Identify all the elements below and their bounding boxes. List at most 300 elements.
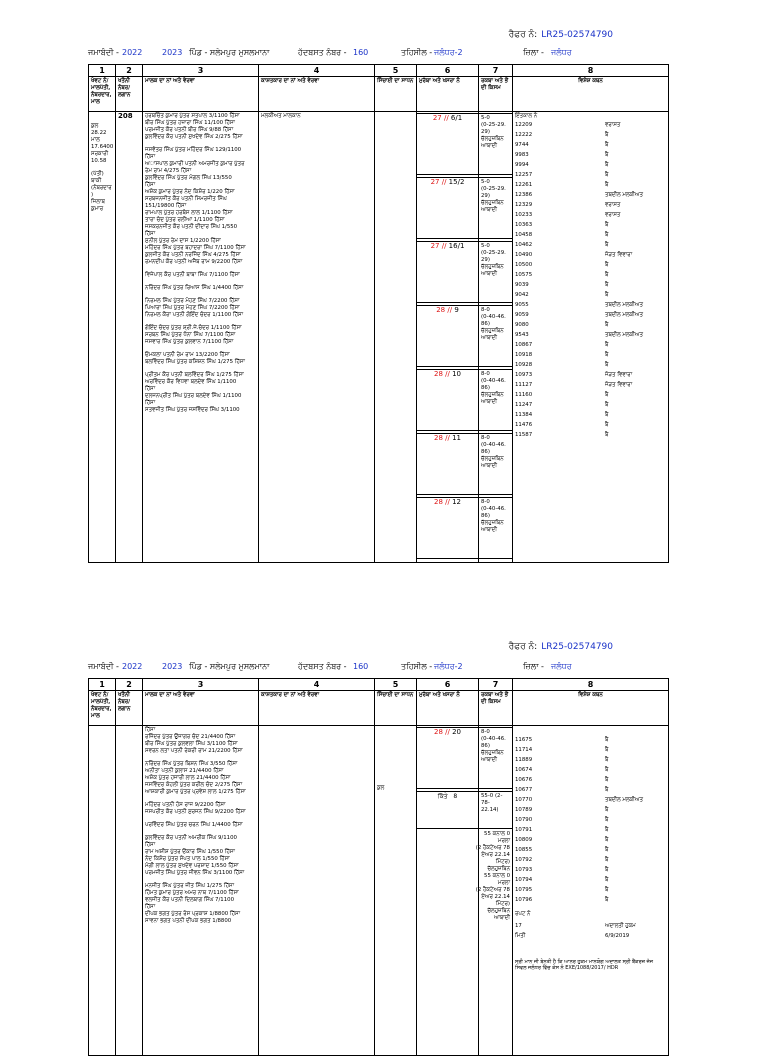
col-header-khatoni: ਖਤੌਨੀ ਨੰਬਰ/ ਲਗਾਨ <box>116 77 143 112</box>
mutation-row <box>515 330 666 340</box>
col-header-cultivator: ਕਾਸ਼ਤਕਾਰ ਦਾ ਨਾਂ ਅਤੇ ਵੇਰਵਾ <box>259 77 375 112</box>
mutation-number: 12257 <box>515 171 533 178</box>
col-header-khasra: ਮੁਰੱਬਾ ਅਤੇ ਖਸਰਾ ਨੰ <box>417 77 479 112</box>
owner-line: ਮਹਿੰਦਰ ਸਿੰਘ ਪੁੱਤਰ ਬਹਾਦਰਾ ਸਿੰਘ 7/1100 ਹਿੱਸਾ <box>145 245 246 251</box>
mutation-type: ਬੈ <box>605 271 609 278</box>
mutation-type: ਜੋੜਤ ਵਿਵਾਰਾ <box>605 371 633 378</box>
mutation-list <box>515 120 666 440</box>
mutation-type: ਬੈ <box>605 756 609 763</box>
reference-number <box>509 642 613 652</box>
plot-area: 5-0 (0-25-29. 29) ਚੱਲਹੁਜ਼ਬਿਨ ਆਬਾਦੀ <box>478 113 513 175</box>
mutation-row <box>515 865 666 875</box>
mutation-row <box>515 290 666 300</box>
mutation-row <box>515 170 666 180</box>
owner-line: ਵਲਜੀਤ ਕੌਰ ਪਤਨੀ ਦਿਲਬਾਗ ਸਿੰਘ 7/1100 <box>145 897 235 903</box>
mutation-type: ਬੈ <box>605 401 609 408</box>
mutation-type: ਬੈ <box>605 241 609 248</box>
mutation-type: ਬੈ <box>605 151 609 158</box>
mutation-type: ਬੈ <box>605 856 609 863</box>
reference-value: LR25-02574790 <box>541 642 613 652</box>
jamabandi-label: ਜਮਾਬੰਦੀ - <box>88 662 119 671</box>
khewat-cell <box>89 112 116 563</box>
mutation-number: 12222 <box>515 131 533 138</box>
mutation-type: ਵਰਾਸਤ <box>605 211 621 218</box>
mutation-type: ਬੈ <box>605 391 609 398</box>
mutation-type: ਬੈ <box>605 866 609 873</box>
mutation-number: 10918 <box>515 351 533 358</box>
mutation-row <box>515 270 666 280</box>
cultivator-cell <box>259 726 375 1056</box>
sarkari-value: 10.58 <box>91 158 107 164</box>
owner-line: ਕੁਲਵਿੰਦਰ ਕੌਰ ਪਤਨੀ ਸੁਖਦੇਵ ਸਿੰਘ 2/275 ਹਿੱਸਾ <box>145 134 243 140</box>
col-number-2: 2 <box>116 65 143 77</box>
col-number-5: 5 <box>375 679 417 691</box>
plot-khasra: 28 // 10 <box>416 369 479 431</box>
district-value: ਜਲੰਧਰ <box>551 662 572 671</box>
mutation-row <box>515 180 666 190</box>
mutation-number: 10363 <box>515 221 533 228</box>
col-header-remarks: ਵਿਸ਼ੇਸ਼ ਕਥਨ <box>513 691 669 726</box>
area-cell <box>475 726 513 1056</box>
owner-line: ਜਸਵੰਤਰ ਸਿੰਘ ਪੁੱਤਰ ਮਹਿੰਦਰ ਸਿੰਘ 129/1100 <box>145 147 242 153</box>
khatoni-number: 208 <box>118 112 133 120</box>
mutation-row <box>515 250 666 260</box>
mutation-number: 10792 <box>515 856 533 863</box>
mutation-type: ਬੈ <box>605 846 609 853</box>
owner-line: ਜਸਵਾਰ ਸਿੰਘ ਪੁੱਤਰ ਕੁਲਵਾਨ 7/1100 ਹਿੱਸਾ <box>145 339 234 345</box>
owner-line: ਰਮਨਦੀਪ ਕੌਰ ਪਤਨੀ ਅਜੈਬ ਰਾਮ 9/2200 ਹਿੱਸਾ <box>145 259 243 265</box>
col-number-8: 8 <box>513 679 669 691</box>
year-start: 2022 <box>122 662 143 671</box>
mutation-row <box>515 210 666 220</box>
village-name: ਪਿੰਡ - ਸਲੇਮਪੁਰ ਮੁਸਲਮਾਨਾ <box>189 662 270 671</box>
mutation-row <box>515 825 666 835</box>
owner-line: ਸਵਰਨ ਲਤਾ ਪਤਨੀ ਰੇਕਰੀ ਰਾਮ 21/2200 ਹਿੱਸਾ <box>145 748 243 754</box>
mutation-type: ਬੈ <box>605 776 609 783</box>
owner-line: ਮੰਗੀ ਲਾਲ ਪੁੱਤਰ ਸੁਖਦੇਵ ਪਰਸ਼ਾਦ 1/550 ਹਿੱਸਾ <box>145 863 239 869</box>
owner-line: ਸਾਵਨਾ ਭਗਤ ਪਤਨੀ ਦੀਪਕ ਭਗਤ 1/8800 <box>145 918 232 924</box>
owner-line: ਸਰਬਜਨਜੀਤ ਕੌਰ ਪਤਨੀ ਸਿਮਰਜੀਤ ਸਿੰਘ <box>145 196 227 202</box>
mutation-number: 12329 <box>515 201 533 208</box>
plot-area: 8-0 (0-40-46. 86) ਚੱਲਹੁਜ਼ਬਿਨ ਆਬਾਦੀ <box>478 433 513 495</box>
col-number-1: 1 <box>89 679 116 691</box>
mutation-type: ਬੈ <box>605 281 609 288</box>
owner-line: ਜਸਪਰੀਤ ਕੌਰ ਪਤਨੀ ਸੁਰਜਨ ਸਿੰਘ 9/2200 ਹਿੱਸਾ <box>145 809 246 815</box>
col-number-6: 6 <box>417 679 479 691</box>
mutation-row <box>515 835 666 845</box>
mutation-number: 10458 <box>515 231 533 238</box>
col-header-owner: ਮਾਲਕ ਦਾ ਨਾਂ ਅਤੇ ਵੇਰਵਾ <box>143 77 259 112</box>
mutation-type: ਬੈ <box>605 131 609 138</box>
owner-line: ਦਲਜਨਪ੍ਰੀਤ ਸਿੰਘ ਪੁੱਤਰ ਬਲਦੇਵ ਸਿੰਘ 1/1100 <box>145 393 242 399</box>
col-number-3: 3 <box>143 65 259 77</box>
col-number-1: 1 <box>89 65 116 77</box>
record-page-2 <box>0 612 768 1024</box>
mutation-row <box>515 220 666 230</box>
plot-khasra: 28 // 20 <box>416 727 479 789</box>
owner-line: ਤਾਰਾ ਚੰਦ ਪੁੱਤਰ ਰਲੀਆ 1/1100 ਹਿੱਸਾ <box>145 217 225 223</box>
plot-area: 8-0 (0-40-46. 86) ਚੱਲਹੁਜ਼ਬਿਨ ਆਬਾਦੀ <box>478 369 513 431</box>
owner-line: ਹਿੱਸਾ <box>145 154 156 160</box>
date-label: ਮਿਤੀ <box>515 932 526 939</box>
mutation-number: 10855 <box>515 846 533 853</box>
owner-line: ਸੁਨੀਲ ਪੁੱਤਰ ਰੇਮ ਦਾਸ 1/2200 ਹਿੱਸਾ <box>145 238 221 244</box>
khewat-cell <box>89 726 116 1056</box>
date-value: 6/9/2019 <box>605 932 630 939</box>
mutation-number: 9994 <box>515 161 529 168</box>
owner-line: ਹਿੱਸਾ <box>145 727 156 733</box>
owner-line: ਰੇਮ ਰਾਮ 4/275 ਹਿੱਸਾ <box>145 168 192 174</box>
area-cell <box>479 112 513 563</box>
mutation-number: 10500 <box>515 261 533 268</box>
col-number-7: 7 <box>479 679 513 691</box>
owner-line: ਪਰਵਿੰਦਰ ਸਿੰਘ ਪੁੱਤਰ ਚਰਨ ਸਿੰਘ 1/4400 ਹਿੱਸਾ <box>145 822 243 828</box>
col-header-khasra: ਮੁਰੱਬਾ ਅਤੇ ਖਸਰਾ ਨੰ <box>417 691 479 726</box>
mutation-number: 10674 <box>515 766 533 773</box>
mutation-number: 9039 <box>515 281 529 288</box>
col-header-khewat: ਖੇਵਟ ਨੰ/ ਮਾਲਪੱਤੀ, ਨੰਬਰਦਾਰ, ਮਾਲ <box>89 691 116 726</box>
mutation-number: 9543 <box>515 331 529 338</box>
mutation-number: 10790 <box>515 816 533 823</box>
mutation-number: 11247 <box>515 401 533 408</box>
mutation-row <box>515 795 666 805</box>
mutation-row <box>515 785 666 795</box>
mutation-number: 9080 <box>515 321 529 328</box>
mutation-number: 10796 <box>515 896 533 903</box>
mutation-row <box>515 360 666 370</box>
mutation-type: ਬੈ <box>605 886 609 893</box>
cultivator-cell <box>259 112 375 563</box>
owner-line: ਕੁਲਵਿੰਦਰ ਸਿੰਘ ਪੁੱਤਰ ਮੰਗਲ ਸਿੰਘ 13/550 <box>145 175 232 181</box>
mutation-row <box>515 310 666 320</box>
mutation-row <box>515 130 666 140</box>
mutation-row <box>515 735 666 745</box>
mutation-number: 10973 <box>515 371 533 378</box>
mutation-row <box>515 745 666 755</box>
village-name: ਪਿੰਡ - ਸਲੇਮਪੁਰ ਮੁਸਲਮਾਨਾ <box>189 48 270 57</box>
khasra-cell <box>417 112 479 563</box>
owner-line: ਬਲਵਿੰਦਰ ਸਿੰਘ ਪੁੱਤਰ ਕਸ਼ਿਸ਼ਨ ਸਿੰਘ 1/275 ਹਿੱਸਾ <box>145 359 245 365</box>
owner-line: ਓਮਕਲਾ ਪਤਨੀ ਰੇਮ ਰਾਮ 13/2200 ਹਿੱਸਾ <box>145 352 230 358</box>
mutation-number: 10928 <box>515 361 533 368</box>
plot-khasra: ਕਿੱਤੇ 8 <box>416 791 479 829</box>
owner-line: ਅਾਸਪਾਲ ਕੁਮਾਰੀ ਪਤਨੀ ਅਮਰਜੀਤ ਕੁਮਾਰ ਪੁੱਤਰ <box>145 161 245 167</box>
mal-value: 17.6400 <box>91 144 114 150</box>
mutation-number: 10770 <box>515 796 533 803</box>
year-end: 2023 <box>162 48 183 57</box>
owner-line: ਅਨੀਤਾ ਪਤਨੀ ਕੁਲਾਸ 21/4400 ਹਿੱਸਾ <box>145 768 224 774</box>
mutation-type: ਬੈ <box>605 181 609 188</box>
mutation-type: ਬੈ <box>605 321 609 328</box>
col-number-6: 6 <box>417 65 479 77</box>
mutation-heading: ਇੰਤਕਾਲ ਨੰ <box>515 113 538 119</box>
mutation-type: ਬੈ <box>605 171 609 178</box>
mutation-type: ਤਬਦੀਲ ਮਲਕੀਅਤ <box>605 191 643 198</box>
mutation-number: 9059 <box>515 311 529 318</box>
mutation-number: 10794 <box>515 876 533 883</box>
mutation-type: ਬੈ <box>605 806 609 813</box>
owner-line: ਰਜਿੰਦਰ ਪੁੱਤਰ ਉਜਾਗਰ ਚੰਦ 21/4400 ਹਿੱਸਾ <box>145 734 236 740</box>
owner-line: ਰਾਮਪਾਲ ਪੁੱਤਰ ਹਰਬੰਸ ਲਾਲ 1/1100 ਹਿੱਸਾ <box>145 210 233 216</box>
col-header-owner: ਮਾਲਕ ਦਾ ਨਾਂ ਅਤੇ ਵੇਰਵਾ <box>143 691 259 726</box>
mutation-number: 11476 <box>515 421 533 428</box>
total-area: ਕੁਲ 28.22 <box>91 123 107 136</box>
mutation-row <box>515 390 666 400</box>
reference-label: ਰੈਫਰ ਨੰ: <box>508 30 538 40</box>
patti-text: (ਪੱਤੀ) ਬਾਕੀ (ਨੰਬਰਦਾਰ ) <box>91 171 112 198</box>
jamabandi-label: ਜਮਾਬੰਦੀ - <box>88 48 119 57</box>
mutation-row <box>515 430 666 440</box>
hadbast-number: 160 <box>353 662 369 671</box>
owner-line: ਰਾਮ ਅਸ਼ੀਸ਼ ਪੁੱਤਰ ਓਂਕਾਰ ਸਿੰਘ 1/550 ਹਿੱਸਾ <box>145 849 235 855</box>
mutation-row <box>515 895 666 905</box>
mutation-number: 11384 <box>515 411 533 418</box>
mutation-row <box>515 420 666 430</box>
reference-number <box>509 30 613 40</box>
mutation-row <box>515 400 666 410</box>
owner-line: ਸਰਬਨ ਸਿੰਘ ਪੁੱਤਰ ਧੰਨਾ ਸਿੰਘ 7/1100 ਹਿੱਸਾ <box>145 332 236 338</box>
report-number: 17 <box>515 922 522 929</box>
reference-label: ਰੈਫਰ ਨੰ: <box>508 642 538 652</box>
district-value: ਜਲੰਧਰ <box>551 48 572 57</box>
owner-line: ਅਸ਼ੋਕ ਪੁੱਤਰ ਹਜਾਰੀ ਲਾਲ 21/4400 ਹਿੱਸਾ <box>145 775 231 781</box>
mutation-number: 9744 <box>515 141 529 148</box>
tehsil-value: ਜਲੰਧਰ-2 <box>434 662 463 671</box>
mutation-row <box>515 885 666 895</box>
mutation-type: ਬੈ <box>605 836 609 843</box>
irrigation-cell <box>375 112 417 563</box>
mutation-row <box>515 240 666 250</box>
tehsil-label: ਤਹਿਸੀਲ - <box>401 48 433 57</box>
year-end: 2023 <box>162 662 183 671</box>
mutation-row <box>515 260 666 270</box>
owner-lines <box>145 113 256 414</box>
mutation-number: 12386 <box>515 191 533 198</box>
mutation-number: 10677 <box>515 786 533 793</box>
mutation-type: ਤਬਦੀਲ ਮਲਕੀਅਤ <box>605 796 643 803</box>
col-header-khatoni: ਖਤੌਨੀ ਨੰਬਰ/ ਲਗਾਨ <box>116 691 143 726</box>
owner-line: ਆਸ਼ਕਾਰੀ ਕੁਮਾਰ ਪੁੱਤਰ ਪ੍ਰਵੇਸ਼ ਲਾਲ 1/275 ਹਿੱਸਾ <box>145 789 246 795</box>
report-text: ਅਦਾਲਤੀ ਹੁਕਮ <box>605 922 636 929</box>
mutation-type: ਬੈ <box>605 826 609 833</box>
mutation-row <box>515 300 666 310</box>
col-number-4: 4 <box>259 679 375 691</box>
sarkari-label: ਸਰਕਾਰੀ <box>91 151 109 157</box>
owner-line: ਹਿੱਸਾ <box>145 182 156 188</box>
owner-line: ਅਸ਼ੋਕ ਕੁਮਾਰ ਪੁੱਤਰ ਨੰਦ ਕਿਸ਼ੋਰ 1/220 ਹਿੱਸਾ <box>145 189 235 195</box>
hadbast-number: 160 <box>353 48 369 57</box>
plot-khasra: 28 // 11 <box>416 433 479 495</box>
date-row <box>515 931 666 941</box>
plot-khasra: 27 // 16/1 <box>416 241 479 303</box>
col-number-7: 7 <box>479 65 513 77</box>
hadbast-label: ਹੱਦਬਸਤ ਨੰਬਰ - <box>298 662 347 671</box>
mutation-type: ਬੈ <box>605 361 609 368</box>
mutation-type: ਬੈ <box>605 786 609 793</box>
col-header-irrigation: ਸਿੰਚਾਈ ਦਾ ਸਾਧਨ <box>375 691 417 726</box>
total-area-summary: 55 ਕਨਾਲ 0 ਮਰਲਾ (2 ਹੈਕਟੇਅਰ 78 ਏਅਰ 22.14 ਮਿੰਟਰ) ਚੱਲਹੁਜ਼ਬਿਨ 55 ਕਨਾਲ 0 ਮਰਲਾ (2 ਹੈਕਟੇਅਰ 78 ਏਅਰ 22.14 ਮਿੰਟਰ) ਚੱਲਹੁਜ਼ਬਿਨ ਆਬਾਦੀ <box>475 831 510 921</box>
mutation-type: ਬੈ <box>605 161 609 168</box>
mutation-row <box>515 340 666 350</box>
owner-line: ਨਰਿੰਦਰ ਸਿੰਘ ਪੁੱਤਰ ਰਿਆਸ ਸਿੰਘ 1/4400 ਹਿੱਸਾ <box>145 285 244 291</box>
jamabandi-table-1 <box>88 64 669 563</box>
jamabandi-table-2 <box>88 678 669 1056</box>
mutation-number: 11714 <box>515 746 533 753</box>
hadbast-label: ਹੱਦਬਸਤ ਨੰਬਰ - <box>298 48 347 57</box>
mutation-type: ਬੈ <box>605 261 609 268</box>
owner-line: ਪਰਮਜੀਤ ਸਿੰਘ ਪੁੱਤਰ ਜੀਵਨ ਸਿੰਘ 3/1100 ਹਿੱਸਾ <box>145 870 245 876</box>
plot-area: 5-0 (0-25-29. 29) ਚੱਲਹੁਜ਼ਬਿਨ ਆਬਾਦੀ <box>478 241 513 303</box>
mutation-type: ਬੈ <box>605 351 609 358</box>
col-header-area: ਰਕਬਾ ਅਤੇ ਭੋਂ ਦੀ ਕਿਸਮ <box>479 691 513 726</box>
mutation-type: ਬੈ <box>605 341 609 348</box>
mutation-row <box>515 765 666 775</box>
mutation-type: ਤਬਦੀਲ ਮਲਕੀਅਤ <box>605 331 643 338</box>
owner-line: ਜਸਕਰਨਜੀਤ ਕੌਰ ਪਤਨੀ ਦੀਦਾਰ ਸਿੰਘ 1/550 <box>145 224 238 230</box>
mutation-number: 11127 <box>515 381 533 388</box>
mutation-row <box>515 755 666 765</box>
col-number-4: 4 <box>259 65 375 77</box>
mutation-number: 10575 <box>515 271 533 278</box>
mutation-type: ਜੋੜਤ ਵਿਵਾਰਾ <box>605 251 633 258</box>
district-label: ਜ਼ਿਲਾ - <box>523 48 544 57</box>
owner-line: ਪ੍ਰੀਤਮ ਕੌਰ ਪਤਨੀ ਬਲਵਿੰਦਰ ਸਿੰਘ 1/275 ਹਿੱਸਾ <box>145 372 244 378</box>
plot-area: 55-0 (2- 78- 22.14) <box>478 791 513 829</box>
mutation-number: 10462 <box>515 241 533 248</box>
mutation-number: 10233 <box>515 211 533 218</box>
mutation-type: ਬੈ <box>605 411 609 418</box>
owner-line: ਹਰਬਚਿੰਤ ਕੁਮਾਰ ਪੁੱਤਰ ਸਤਪਾਲ 3/1100 ਹਿੱਸਾ <box>145 113 240 119</box>
khatoni-cell <box>116 726 143 1056</box>
mutation-type: ਬੈ <box>605 421 609 428</box>
mutation-type: ਬੈ <box>605 221 609 228</box>
mutation-row <box>515 140 666 150</box>
mutation-type: ਤਬਦੀਲ ਮਲਕੀਅਤ <box>605 311 643 318</box>
irrigation-cell <box>375 726 417 1056</box>
owner-line: ਪਿਆਰਾ ਸਿੰਘ ਪੁੱਤਰ ਮੋਹਣ ਸਿੰਘ 7/2200 ਹਿੱਸਾ <box>145 305 240 311</box>
owner-line: ਨਰਿੰਦਰ ਸਿੰਘ ਪੁੱਤਰ ਬਿਸ਼ਨ ਸਿੰਘ 3/550 ਹਿੱਸਾ <box>145 761 238 767</box>
mutation-number: 12209 <box>515 121 533 128</box>
owner-line: ਹਿੱਸਾ <box>145 842 156 848</box>
mutation-number: 12261 <box>515 181 533 188</box>
mutation-row <box>515 815 666 825</box>
year-start: 2022 <box>122 48 143 57</box>
mutation-row <box>515 370 666 380</box>
owner-line: ਗੋਇੰਦ ਚੰਦਰ ਪੁੱਤਰ ਸ਼੍ਰੀ.ਜੇ.ਚੰਦਰ 1/1100 ਹਿੱਸਾ <box>145 325 242 331</box>
mutation-number: 11889 <box>515 756 533 763</box>
mutation-number: 10809 <box>515 836 533 843</box>
owner-line: ਹਿੱਸਾ <box>145 386 156 392</box>
mutation-row <box>515 200 666 210</box>
mutation-list <box>515 735 666 905</box>
mutation-number: 10795 <box>515 886 533 893</box>
col-number-3: 3 <box>143 679 259 691</box>
owner-line: ਮਹਿੰਦਰ ਪਤਨੀ ਹੰਸ ਰਾਜ 9/2200 ਹਿੱਸਾ <box>145 802 226 808</box>
mutation-number: 10789 <box>515 806 533 813</box>
mutation-type: ਵਰਾਸਤ <box>605 121 621 128</box>
owner-line: ਹਿੱਸਾ <box>145 231 156 237</box>
owner-line: ਹਿੰਮਤ ਕੁਮਾਰ ਪੁੱਤਰ ਅਮਰ ਨਾਥ 7/1100 ਹਿੱਸਾ <box>145 890 239 896</box>
mutation-type: ਬੈ <box>605 736 609 743</box>
col-number-5: 5 <box>375 65 417 77</box>
plot-khasra: 27 // 15/2 <box>416 177 479 239</box>
owner-line: 151/19800 ਹਿੱਸਾ <box>145 203 187 209</box>
mutation-row <box>515 845 666 855</box>
col-header-irrigation: ਸਿੰਚਾਈ ਦਾ ਸਾਧਨ <box>375 77 417 112</box>
mutation-number: 9983 <box>515 151 529 158</box>
owner-line: ਨਿਰਮਲ ਸਿੰਘ ਪੁੱਤਰ ਮੋਹਣ ਸਿੰਘ 7/2200 ਹਿੱਸਾ <box>145 298 240 304</box>
owner-line: ਹਿੱਸਾ <box>145 400 156 406</box>
owner-line: ਪਰਮਜੀਤ ਕੌਰ ਪਤਨੀ ਬੀਰ ਸਿੰਘ 9/88 ਹਿੱਸਾ <box>145 127 234 133</box>
owner-line: ਨੰਦ ਕਿਸ਼ੋਰ ਪੁੱਤਰ ਸੰਪਤ ਪਾਲ 1/550 ਹਿੱਸਾ <box>145 856 230 862</box>
mutation-type: ਬੈ <box>605 291 609 298</box>
owner-line: ਸਤਵਜੀਤ ਸਿੰਘ ਪੁੱਤਰ ਜਸਵਿੰਦਰ ਸਿੰਘ 3/1100 <box>145 407 240 413</box>
owners-cell <box>143 726 259 1056</box>
owner-line: ਨਿਰਮਲ ਕੌਰਾ ਪਤਨੀ ਗੋਇੰਦ ਚੰਦਰ 1/1100 ਹਿੱਸਾ <box>145 312 244 318</box>
mutation-number: 9055 <box>515 301 529 308</box>
mutation-number: 10676 <box>515 776 533 783</box>
mutation-row <box>515 280 666 290</box>
mutation-type: ਵਰਾਸਤ <box>605 201 621 208</box>
mutation-number: 10490 <box>515 251 533 258</box>
mutation-row <box>515 805 666 815</box>
owner-line: ਕੁਲਵਿੰਦਰ ਕੌਰ ਪਤਨੀ ਅਮਰੀਕ ਸਿੰਘ 9/1100 <box>145 835 237 841</box>
khatoni-cell <box>116 112 143 563</box>
mutation-row <box>515 160 666 170</box>
mutation-row <box>515 320 666 330</box>
mutation-type: ਬੈ <box>605 896 609 903</box>
mutation-type: ਤਬਦੀਲ ਮਲਕੀਅਤ <box>605 301 643 308</box>
district-label: ਜ਼ਿਲਾ - <box>523 662 544 671</box>
remarks-cell <box>513 726 669 1056</box>
numberdar-name: ਜਿਲਾਬ ਕੁਮਾਰ <box>91 199 105 212</box>
plot-area: 8-0 (0-40-46. 86) ਚੱਲਹੁਜ਼ਬਿਨ ਆਬਾਦੀ <box>478 727 513 789</box>
col-number-2: 2 <box>116 679 143 691</box>
mutation-row <box>515 775 666 785</box>
remarks-cell <box>513 112 669 563</box>
mutation-number: 11675 <box>515 736 533 743</box>
mutation-type: ਬੈ <box>605 141 609 148</box>
mutation-number: 10793 <box>515 866 533 873</box>
mutation-number: 10791 <box>515 826 533 833</box>
irrigation-total: ਕੁਲ <box>377 785 385 791</box>
plot-area: 8-0 (0-40-46. 86) ਚੱਲਹੁਜ਼ਬਿਨ ਆਬਾਦੀ <box>478 305 513 367</box>
footer-note: ਸ੍ਰੀ ਮਾਨ ਜੀ ਬੇਨਤੀ ਹੈ ਕਿ ਆਨਰ ਹੁਕਮ ਮਾਨਯੋਗ ਅਦਾਲਤ ਸ੍ਰੀ ਬੈਂਕਰਜ਼ ਜੱਜ ਸਿਵਲ ਜਲੰਧਰ ਵਿੱਚ ਕੇਸ ਨੰ EXE/1088/2017/ HDR <box>515 959 654 971</box>
col-header-area: ਰਕਬਾ ਅਤੇ ਭੋਂ ਦੀ ਕਿਸਮ <box>479 77 513 112</box>
mal-label: ਮਾਲ <box>91 137 100 143</box>
mutation-number: 10867 <box>515 341 533 348</box>
mutation-row <box>515 190 666 200</box>
mutation-row <box>515 150 666 160</box>
report-row <box>515 921 666 931</box>
mutation-type: ਬੈ <box>605 431 609 438</box>
mutation-type: ਬੈ <box>605 766 609 773</box>
col-header-cultivator: ਕਾਸ਼ਤਕਾਰ ਦਾ ਨਾਂ ਅਤੇ ਵੇਰਵਾ <box>259 691 375 726</box>
col-header-remarks: ਵਿਸ਼ੇਸ਼ ਕਥਨ <box>513 77 669 112</box>
reference-value: LR25-02574790 <box>541 30 613 40</box>
owner-line: ਬੀਰ ਸਿੰਘ ਪੁੱਤਰ ਕੁਲਵਲਾ ਸਿੰਘ 3/1100 ਹਿੱਸਾ <box>145 741 238 747</box>
mutation-number: 9042 <box>515 291 529 298</box>
col-number-8: 8 <box>513 65 669 77</box>
mutation-row <box>515 120 666 130</box>
mutation-row <box>515 875 666 885</box>
owner-line: ਬੀਰ ਸਿੰਘ ਪੁੱਤਰ ਹਜ਼ਾਰਾ ਸਿੰਘ 11/100 ਹਿੱਸਾ <box>145 120 235 126</box>
plot-khasra: 28 // 12 <box>416 497 479 559</box>
mutation-number: 11160 <box>515 391 533 398</box>
plot-area: 5-0 (0-25-29. 29) ਚੱਲਹੁਜ਼ਬਿਨ ਆਬਾਦੀ <box>478 177 513 239</box>
owner-line: ਦੀਪਕ ਭਗਤ ਪੁੱਤਰ ਰੋਸ ਪ੍ਰਕਾਸ਼ 1/8800 ਹਿੱਸਾ <box>145 911 241 917</box>
col-header-khewat: ਖੇਵਟ ਨੰ/ ਮਾਲਪੱਤੀ, ਨੰਬਰਦਾਰ, ਮਾਲ <box>89 77 116 112</box>
